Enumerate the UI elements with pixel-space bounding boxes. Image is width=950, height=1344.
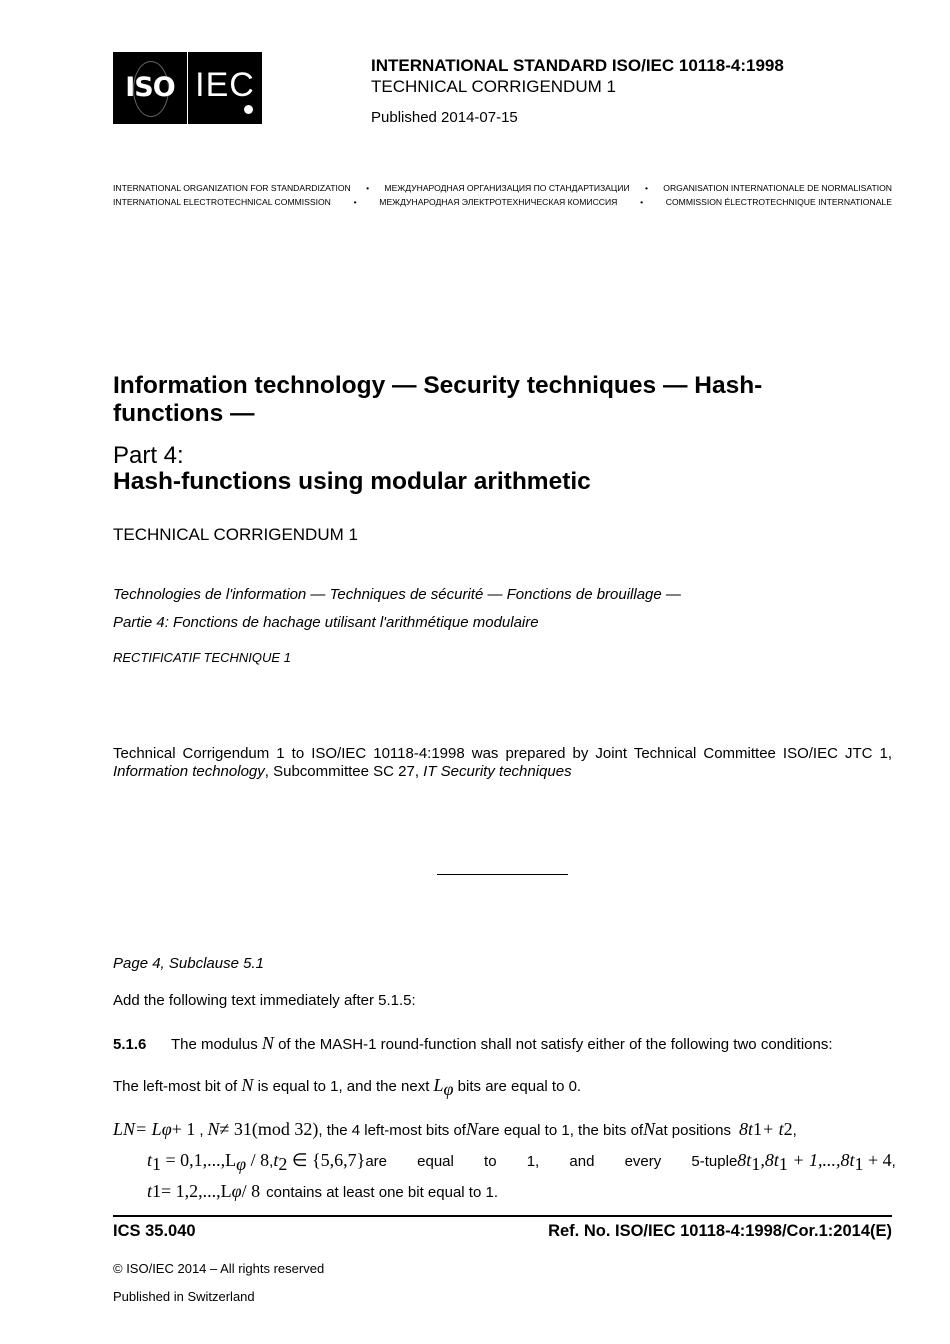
published-in: Published in Switzerland (113, 1289, 255, 1304)
math-subscript: φ (231, 1181, 242, 1201)
footer-divider (113, 1215, 892, 1217)
condition-two-line-2 (113, 1150, 896, 1175)
math-subscript: 2 (278, 1154, 288, 1174)
reference-number: Ref. No. ISO/IEC 10118-4:1998/Cor.1:2014(E) (548, 1222, 892, 1240)
corrigendum-label: TECHNICAL CORRIGENDUM 1 (371, 77, 616, 96)
clause-text: The modulus (171, 1036, 262, 1053)
math-variable: N (261, 1033, 274, 1053)
iec-logo (188, 52, 262, 124)
org-iso-en: INTERNATIONAL ORGANIZATION FOR STANDARDIZATION (113, 183, 351, 193)
condition-two-line-3 (113, 1181, 892, 1202)
section-divider (437, 874, 568, 875)
clause-text: of the MASH-1 round-function shall not satisfy either of the following two conditions: (273, 1036, 833, 1053)
math-expression: ∈ {5,6,7} (287, 1150, 366, 1170)
math-subscript: 2 (783, 1119, 793, 1139)
condition-text: are equal to 1, and every 5-tuple (365, 1153, 738, 1170)
math-variable: N (465, 1119, 478, 1139)
part-label: Part 4: (113, 442, 184, 469)
math-expression: + 4 (863, 1150, 892, 1170)
org-iso-ru: МЕЖДУНАРОДНАЯ ОРГАНИЗАЦИЯ ПО СТАНДАРТИЗАЦИИ (384, 183, 630, 193)
math-variable: t (147, 1181, 153, 1201)
page-reference: Page 4, Subclause 5.1 (113, 955, 264, 972)
math-variable: L (113, 1119, 124, 1139)
org-separator: • (366, 183, 370, 193)
condition-text: bits are equal to 0. (453, 1078, 582, 1095)
math-variable: L (433, 1075, 444, 1095)
math-subscript: 1 (751, 1154, 761, 1174)
standard-title: INTERNATIONAL STANDARD ISO/IEC 10118-4:1998 (371, 56, 784, 75)
organization-row-1 (113, 183, 892, 193)
intro-italic-text: Information technology (113, 763, 265, 780)
math-expression: ,8t (760, 1150, 779, 1170)
math-subscript: φ (443, 1079, 454, 1099)
condition-text: are equal to 1, the bits of (477, 1122, 644, 1139)
org-separator: • (644, 183, 648, 193)
math-subscript: 1 (152, 1154, 162, 1174)
math-subscript: 1 (854, 1154, 864, 1174)
condition-text: , the 4 left-most bits of (318, 1122, 466, 1139)
org-separator: • (353, 197, 357, 207)
org-iec-fr: COMMISSION ÉLECTROTECHNIQUE INTERNATIONALE (665, 197, 892, 207)
clause-number: 5.1.6 (113, 1036, 147, 1053)
math-subscript: 1 (778, 1154, 788, 1174)
math-expression: = L (135, 1119, 162, 1139)
math-expression: + t (762, 1119, 784, 1139)
iec-dot-icon (244, 105, 253, 114)
condition-one (113, 1075, 581, 1100)
org-separator: • (640, 197, 644, 207)
math-expression: 8t (739, 1119, 754, 1139)
intro-italic-text: IT Security techniques (423, 763, 572, 780)
math-subscript: φ (236, 1154, 247, 1174)
french-title-line-1: Technologies de l'information — Techniques de sécurité — Fonctions de brouillage — (113, 586, 681, 603)
math-expression: ≠ 31(mod 32) (219, 1119, 319, 1139)
math-expression: / 8 (246, 1150, 270, 1170)
math-subscript: 1 (152, 1181, 162, 1201)
condition-text: is equal to 1, and the next (253, 1078, 434, 1095)
punctuation: , (891, 1153, 896, 1170)
math-expression: 8t (737, 1150, 752, 1170)
math-subscript: 1 (753, 1119, 763, 1139)
published-date: Published 2014-07-15 (371, 109, 518, 126)
condition-two-line-1 (113, 1119, 892, 1140)
punctuation: , (199, 1122, 204, 1139)
organization-row-2 (113, 197, 892, 207)
math-expression: + 1 (171, 1119, 196, 1139)
iso-logo (113, 52, 187, 124)
math-variable: N (643, 1119, 656, 1139)
document-title: Information technology — Security techniques — Hash-functions — (113, 372, 763, 427)
ics-code: ICS 35.040 (113, 1222, 196, 1240)
punctuation: , (792, 1122, 797, 1139)
math-variable: t (147, 1150, 153, 1170)
intro-paragraph (113, 745, 892, 781)
org-iec-ru: МЕЖДУНАРОДНАЯ ЭЛЕКТРОТЕХНИЧЕСКАЯ КОМИССИЯ (379, 197, 618, 207)
math-expression: = 0,1,...,L (161, 1150, 237, 1170)
math-subscript: φ (161, 1119, 172, 1139)
math-expression: + 1,...,8t (787, 1150, 855, 1170)
math-expression: = 1,2,...,L (161, 1181, 232, 1201)
math-expression: / 8 (241, 1181, 261, 1201)
copyright-notice: © ISO/IEC 2014 – All rights reserved (113, 1261, 325, 1276)
condition-text: at positions (655, 1122, 731, 1139)
iec-logo-text: IEC (195, 66, 255, 104)
org-iso-fr: ORGANISATION INTERNATIONALE DE NORMALISATION (663, 183, 892, 193)
math-subscript: N (123, 1119, 136, 1139)
condition-text: The left-most bit of (113, 1078, 242, 1095)
math-variable: N (241, 1075, 254, 1095)
part-title: Hash-functions using modular arithmetic (113, 468, 591, 495)
math-variable: N (207, 1119, 220, 1139)
french-title-line-2: Partie 4: Fonctions de hachage utilisant l'arithmétique modulaire (113, 614, 539, 631)
condition-text: contains at least one bit equal to 1. (266, 1184, 498, 1201)
technical-corrigendum-label: TECHNICAL CORRIGENDUM 1 (113, 525, 358, 544)
intro-text: Technical Corrigendum 1 to ISO/IEC 10118-4:1998 was prepared by Joint Technical Committee ISO/IEC JTC 1, (113, 745, 892, 762)
clause-5-1-6 (113, 1033, 833, 1054)
punctuation: , (269, 1153, 274, 1170)
intro-text: , Subcommittee SC 27, (264, 763, 424, 780)
iso-logo-text: ISO (125, 72, 175, 103)
org-iec-en: INTERNATIONAL ELECTROTECHNICAL COMMISSION (113, 197, 331, 207)
math-variable: t (273, 1150, 279, 1170)
instruction-text: Add the following text immediately after 5.1.5: (113, 992, 416, 1009)
french-rectificatif: RECTIFICATIF TECHNIQUE 1 (113, 650, 291, 665)
